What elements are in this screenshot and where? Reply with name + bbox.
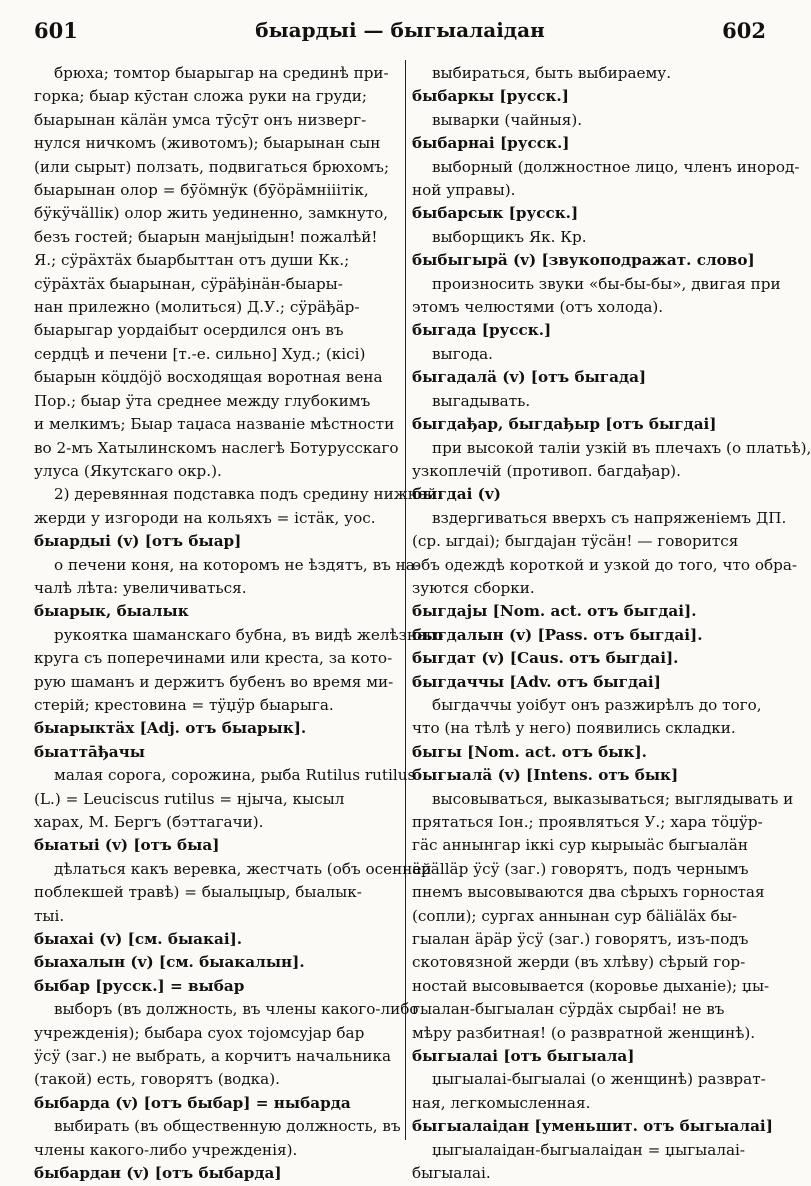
- dictionary-text-line: гӓс аннынгар іккі сур кырыыӓс быгыалӓн: [412, 836, 748, 855]
- dictionary-text-line: выборщикъ Як. Кр.: [432, 227, 587, 246]
- dictionary-headword-line: быгадалӓ (v) [отъ быгада]: [412, 368, 647, 387]
- dictionary-text-line: о печени коня, на которомъ не ѣздятъ, въ на-: [54, 555, 420, 574]
- dictionary-text-line: бӱкӱчӓllік) олор жить уединенно, замкнуто,: [34, 204, 389, 223]
- dictionary-text-line: быарынан кӓлӓн умса тӯсӯт онъ низверг-: [34, 110, 367, 129]
- dictionary-headword-line: быгыалаідан [уменьшит. отъ быгыалаі]: [412, 1117, 773, 1136]
- page-number-left: 601: [34, 18, 78, 43]
- dictionary-text-line: пнемъ высовываются два сѣрыхъ горностая: [412, 883, 765, 902]
- dictionary-text-line: рукоятка шаманскаго бубна, въ видѣ желѣзнаго: [54, 625, 444, 644]
- dictionary-text-line: во 2-мъ Хатылинскомъ наслегѣ Ботурусскаго: [34, 438, 399, 457]
- dictionary-text-line: быарыгар уордаібыт осердился онъ въ: [34, 321, 344, 340]
- dictionary-text-line: (ср. ыгдаі); быгдајан тӱсӓн! — говорится: [412, 532, 739, 551]
- dictionary-text-line: ӓрӓllӓр ӱсӱ (заг.) говорятъ, подъ чернымъ: [412, 859, 749, 878]
- dictionary-headword-line: быатыі (v) [отъ быа]: [34, 836, 220, 855]
- dictionary-text-line: быгыалаі.: [412, 1164, 491, 1183]
- dictionary-text-line: безъ гостей; быарын манјыідын! пожалѣй!: [34, 227, 378, 246]
- page-header: [34, 18, 766, 48]
- dictionary-text-line: что (на тѣлѣ у него) появились складки.: [412, 719, 736, 738]
- dictionary-text-line: выбирать (въ общественную должность, въ: [54, 1117, 401, 1136]
- dictionary-headword-line: быгыалаі [отъ быгыала]: [412, 1047, 635, 1066]
- dictionary-text-line: зуются сборки.: [412, 578, 535, 597]
- dictionary-text-line: ностай высовывается (коровье дыханіе); џы-: [412, 976, 770, 995]
- left-column: [34, 62, 444, 1186]
- dictionary-headword-line: быгыалӓ (v) [Intens. отъ бык]: [412, 766, 679, 785]
- dictionary-text-line: (или сырыт) ползать, подвигаться брюхомъ;: [34, 157, 390, 176]
- dictionary-headword-line: быардыі (v) [отъ быар]: [34, 532, 242, 551]
- dictionary-text-line: узкоплечій (противоп. багдађар).: [412, 461, 681, 480]
- page-number-right: 602: [722, 18, 766, 43]
- dictionary-text-line: 2) деревянная подставка подъ средину нижней: [54, 485, 437, 504]
- dictionary-headword-line: быбардан (v) [отъ быбарда]: [34, 1164, 282, 1183]
- dictionary-headword-line: быбарсык [русск.]: [412, 204, 579, 223]
- dictionary-text-line: высовываться, выказываться; выглядывать и: [432, 789, 794, 808]
- dictionary-headword-line: быгдат (v) [Caus. отъ быгдаі].: [412, 649, 679, 668]
- dictionary-headword-line: быахалын (v) [см. быакалын].: [34, 953, 305, 972]
- dictionary-text-line: вздергиваться вверхъ съ напряженіемъ ДП.: [432, 508, 787, 527]
- dictionary-headword-line: быарыктӓх [Adj. отъ быарык].: [34, 719, 307, 738]
- dictionary-headword-line: быгдаі (v): [412, 485, 501, 504]
- dictionary-text-line: произносить звуки «бы-бы-бы», двигая при: [432, 274, 781, 293]
- dictionary-text-line: тыі.: [34, 906, 65, 925]
- dictionary-headword-line: быбар [русск.] = выбар: [34, 976, 245, 995]
- dictionary-text-line: нулся ничкомъ (животомъ); быарынан сын: [34, 134, 381, 153]
- dictionary-text-line: выгода.: [432, 344, 493, 363]
- dictionary-text-line: ной управы).: [412, 181, 516, 200]
- dictionary-text-line: круга съ поперечинами или креста, за кото-: [34, 649, 393, 668]
- dictionary-text-line: (сопли); сургах аннынан сур бӓlіӓlӓх бы-: [412, 906, 738, 925]
- dictionary-text-line: џыгыалаідан-быгыалаідан = џыгыалаі-: [432, 1140, 746, 1159]
- dictionary-text-line: стерій; крестовина = тӱџӱр быарыга.: [34, 695, 334, 714]
- dictionary-text-line: объ одеждѣ короткой и узкой до того, что обра-: [412, 555, 798, 574]
- dictionary-text-line: ная, легкомысленная.: [412, 1093, 591, 1112]
- dictionary-headword-line: быгада [русск.]: [412, 321, 552, 340]
- dictionary-headword-line: быбарнаі [русск.]: [412, 134, 570, 153]
- dictionary-text-line: гыалан-быгыалан сӱрдӓх сырбаі! не въ: [412, 1000, 725, 1019]
- dictionary-text-line: Я.; сӱрӓхтӓх быарбыттан отъ души Кк.;: [34, 251, 350, 270]
- dictionary-text-line: при высокой таліи узкій въ плечахъ (о платьѣ),: [432, 438, 811, 457]
- dictionary-text-line: (такой) есть, говорятъ (водка).: [34, 1070, 280, 1089]
- running-title: быардыі — быгыалаідан: [255, 18, 545, 42]
- dictionary-headword-line: быбаркы [русск.]: [412, 87, 569, 106]
- dictionary-headword-line: быгы [Nom. act. отъ бык].: [412, 742, 647, 761]
- dictionary-headword-line: быгдајы [Nom. act. отъ быгдаі].: [412, 602, 697, 621]
- dictionary-text-line: Пор.; быар ӱта среднее между глубокимъ: [34, 391, 371, 410]
- dictionary-text-line: быарын кӧџдӧјӧ восходящая воротная вена: [34, 368, 383, 387]
- dictionary-text-line: гыалан ӓрӓр ӱсӱ (заг.) говорятъ, изъ-подъ: [412, 930, 749, 949]
- dictionary-text-line: мѣру разбитная! (о развратной женщинѣ).: [412, 1023, 756, 1042]
- dictionary-text-line: улуса (Якутскаго окр.).: [34, 461, 222, 480]
- dictionary-text-line: рую шаманъ и держитъ бубенъ во время ми-: [34, 672, 394, 691]
- dictionary-text-line: поблекшей травѣ) = быалыџыр, быалык-: [34, 883, 362, 902]
- dictionary-headword-line: быгдађар, быгдађыр [отъ быгдаі]: [412, 415, 717, 434]
- dictionary-text-line: учрежденія); быбара суох тојомсујар бар: [34, 1023, 365, 1042]
- dictionary-text-line: малая сорога, сорожина, рыба Rutilus rutilus: [54, 766, 416, 785]
- dictionary-text-line: выгадывать.: [432, 391, 531, 410]
- dictionary-text-line: чалѣ лѣта: увеличиваться.: [34, 578, 247, 597]
- dictionary-text-line: быарынан олор = бӯӧмнӱк (бӯӧрӓмнііітік,: [34, 181, 369, 200]
- dictionary-text-line: нан прилежно (молиться) Д.У.; сӱрӓђӓр-: [34, 298, 360, 317]
- dictionary-text-line: прятаться Іон.; проявляться У.; хара тӧџӱр-: [412, 813, 763, 831]
- dictionary-text-line: дѣлаться какъ веревка, жестчать (объ осенней: [54, 859, 432, 878]
- dictionary-text-line: этомъ челюстями (отъ холода).: [412, 298, 664, 317]
- dictionary-text-line: выборный (должностное лицо, членъ инород-: [432, 157, 800, 176]
- dictionary-text-line: и мелкимъ; Быар таџаса названіе мѣстности: [34, 415, 395, 434]
- dictionary-text-line: выварки (чайныя).: [432, 110, 583, 129]
- dictionary-text-line: выбираться, быть выбираему.: [432, 64, 672, 82]
- dictionary-text-line: жерди у изгороди на кольяхъ = істӓк, уос.: [34, 508, 376, 527]
- dictionary-text-line: брюха; томтор быарыгар на срединѣ при-: [54, 64, 389, 82]
- dictionary-text-line: быгдаччы уоібут онъ разжирѣлъ до того,: [432, 695, 762, 714]
- dictionary-text-line: горка; быар кӯстан сложа руки на груди;: [34, 87, 367, 106]
- dictionary-headword-line: быбыгырӓ (v) [звукоподражат. слово]: [412, 251, 755, 270]
- dictionary-text-line: скотовязной жерди (въ хлѣву) сѣрый гор-: [412, 953, 746, 972]
- dictionary-text-line: (L.) = Leuciscus rutilus = нјыча, кысыл: [34, 789, 345, 808]
- dictionary-text-line: выборъ (въ должность, въ члены какого-либо: [54, 1000, 419, 1019]
- dictionary-headword-line: быгдаччы [Adv. отъ быгдаі]: [412, 672, 661, 691]
- dictionary-text-line: сердцѣ и печени [т.-е. сильно] Худ.; (кісі): [34, 344, 366, 363]
- dictionary-headword-line: быгдалын (v) [Pass. отъ быгдаі].: [412, 625, 703, 644]
- right-column: [412, 62, 811, 1186]
- dictionary-headword-line: быатта̄ђачы: [34, 742, 145, 761]
- dictionary-text-line: члены какого-либо учрежденія).: [34, 1140, 298, 1159]
- dictionary-text-line: харах, М. Бергъ (бэттагачи).: [34, 813, 264, 831]
- dictionary-text-line: ӱсӱ (заг.) не выбрать, а корчитъ начальника: [34, 1047, 392, 1066]
- dictionary-headword-line: быахаі (v) [см. быакаі].: [34, 930, 243, 949]
- dictionary-text-line: џыгыалаі-быгыалаі (о женщинѣ) разврат-: [432, 1070, 766, 1089]
- dictionary-text-line: сӱрӓхтӓх быарынан, сӱрӓђінӓн-быары-: [34, 274, 343, 293]
- dictionary-headword-line: быбарда (v) [отъ быбар] = ныбарда: [34, 1093, 351, 1112]
- dictionary-headword-line: быарык, быалык: [34, 602, 189, 621]
